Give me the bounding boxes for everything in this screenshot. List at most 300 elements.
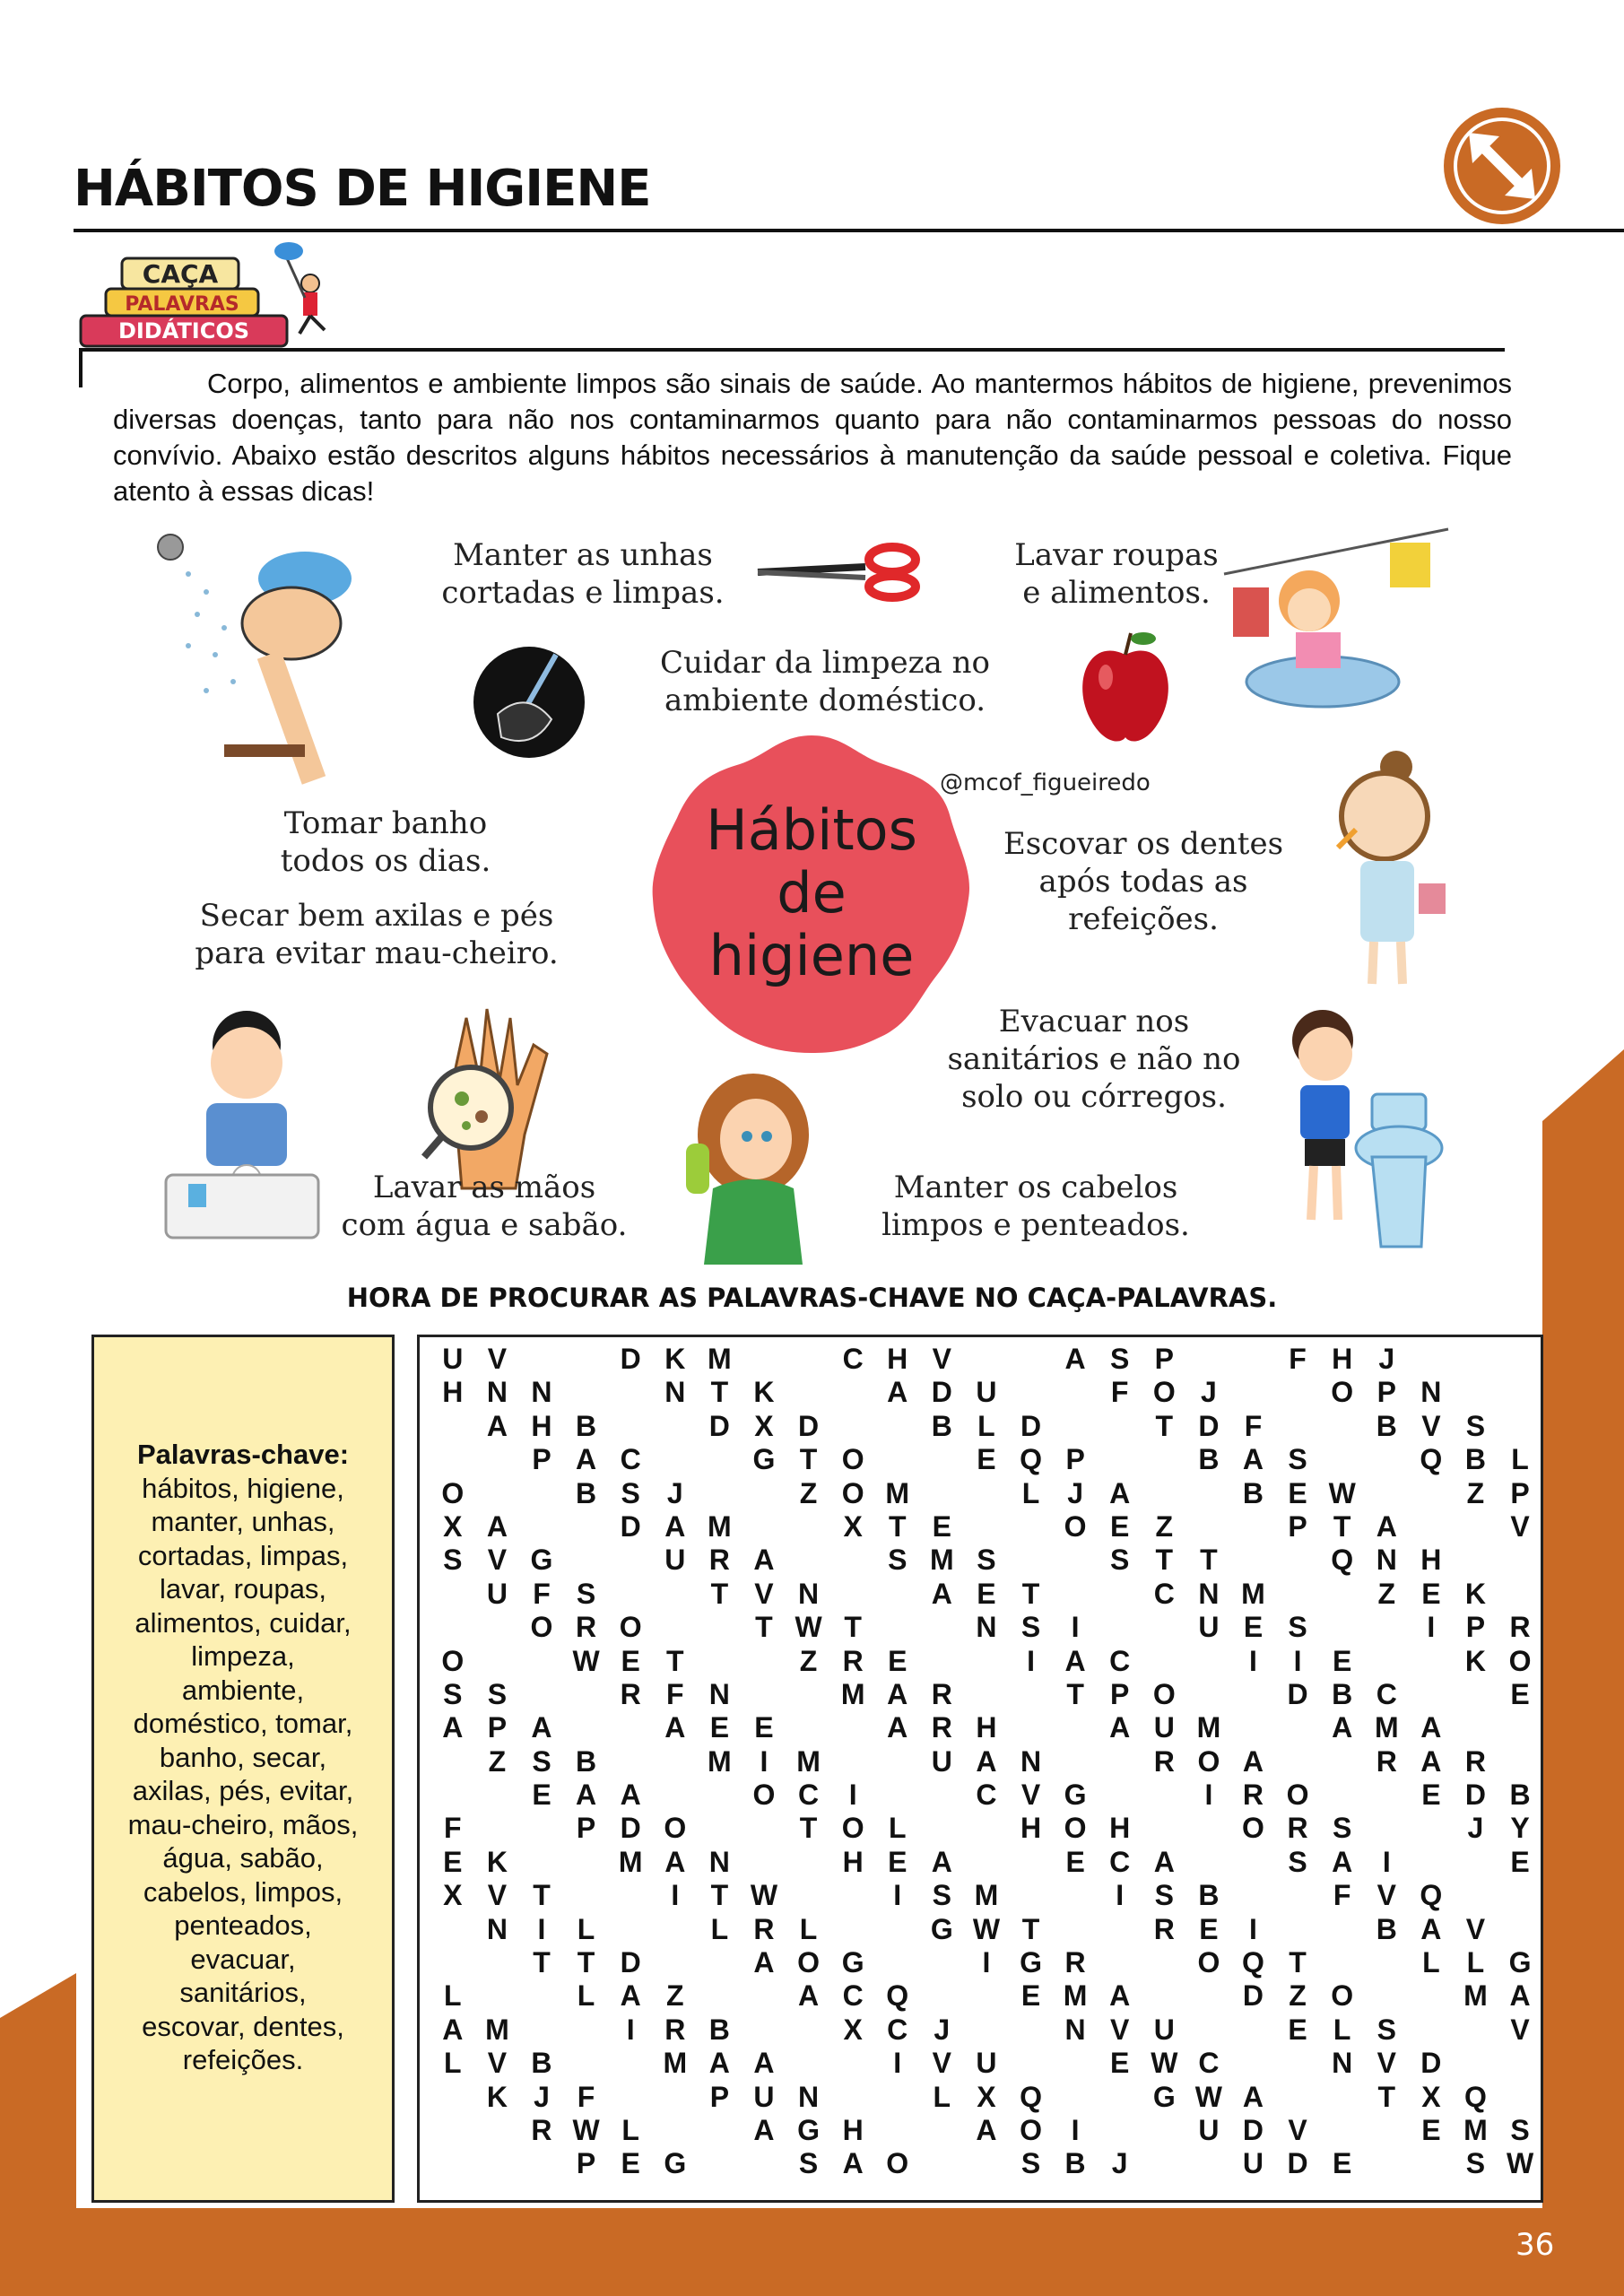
grid-letter[interactable]: T: [1066, 1677, 1084, 1710]
grid-letter[interactable]: R: [620, 1677, 641, 1710]
grid-letter[interactable]: E: [621, 1644, 640, 1677]
grid-letter[interactable]: A: [931, 1845, 952, 1878]
grid-letter[interactable]: X: [977, 2080, 996, 2113]
grid-letter[interactable]: I: [1116, 1879, 1125, 1912]
grid-letter[interactable]: [564, 2047, 609, 2080]
grid-letter[interactable]: [519, 1510, 564, 1544]
grid-letter[interactable]: C: [1198, 2047, 1220, 2080]
grid-letter[interactable]: R: [1153, 1912, 1175, 1945]
grid-letter[interactable]: A: [576, 1779, 597, 1812]
grid-letter[interactable]: S: [443, 1677, 463, 1710]
grid-letter[interactable]: F: [577, 2080, 595, 2113]
grid-letter[interactable]: P: [576, 1812, 596, 1845]
grid-letter[interactable]: [519, 1678, 564, 1711]
grid-letter[interactable]: [830, 1544, 875, 1577]
grid-letter[interactable]: P: [1110, 1677, 1130, 1710]
grid-letter[interactable]: [1454, 1343, 1498, 1376]
grid-letter[interactable]: [653, 1913, 698, 1946]
grid-letter[interactable]: P: [1288, 1509, 1307, 1543]
grid-letter[interactable]: W: [572, 2113, 600, 2146]
grid-letter[interactable]: [830, 1879, 875, 1912]
grid-letter[interactable]: Z: [799, 1644, 818, 1677]
grid-letter[interactable]: A: [842, 2147, 864, 2180]
grid-letter[interactable]: E: [1510, 1677, 1530, 1710]
grid-letter[interactable]: [1231, 1544, 1276, 1577]
grid-letter[interactable]: [475, 2114, 520, 2147]
grid-letter[interactable]: W: [795, 1611, 822, 1644]
grid-letter[interactable]: M: [1241, 1577, 1265, 1610]
grid-letter[interactable]: M: [1196, 1711, 1221, 1744]
grid-letter[interactable]: A: [1332, 1845, 1353, 1878]
grid-letter[interactable]: C: [976, 1779, 997, 1812]
grid-letter[interactable]: Q: [886, 1979, 909, 2013]
grid-letter[interactable]: [564, 1711, 609, 1744]
grid-letter[interactable]: W: [1151, 2047, 1178, 2080]
grid-letter[interactable]: [564, 1879, 609, 1912]
grid-letter[interactable]: L: [1333, 2013, 1351, 2046]
grid-letter[interactable]: F: [533, 1577, 551, 1610]
grid-letter[interactable]: A: [442, 2013, 464, 2046]
grid-letter[interactable]: [519, 1812, 564, 1845]
grid-letter[interactable]: [1498, 1745, 1542, 1779]
grid-letter[interactable]: Z: [488, 1744, 507, 1778]
grid-letter[interactable]: N: [531, 1376, 552, 1409]
grid-letter[interactable]: A: [753, 2047, 775, 2080]
grid-letter[interactable]: M: [708, 1509, 732, 1543]
grid-letter[interactable]: E: [888, 1845, 908, 1878]
grid-letter[interactable]: O: [441, 1644, 465, 1677]
grid-letter[interactable]: T: [1200, 1544, 1218, 1577]
grid-letter[interactable]: V: [1020, 1779, 1041, 1812]
grid-letter[interactable]: [742, 1979, 786, 2013]
grid-letter[interactable]: B: [576, 1409, 597, 1442]
grid-letter[interactable]: [1409, 1678, 1454, 1711]
grid-letter[interactable]: S: [932, 1879, 951, 1912]
grid-letter[interactable]: [1186, 1678, 1231, 1711]
grid-letter[interactable]: T: [799, 1812, 818, 1845]
grid-letter[interactable]: T: [710, 1577, 729, 1610]
grid-letter[interactable]: [1186, 1343, 1231, 1376]
grid-letter[interactable]: [1275, 1745, 1320, 1779]
grid-letter[interactable]: [964, 1678, 1009, 1711]
grid-letter[interactable]: [475, 1812, 520, 1845]
grid-letter[interactable]: [430, 1745, 475, 1779]
grid-letter[interactable]: [1142, 2147, 1187, 2180]
grid-letter[interactable]: L: [1511, 1443, 1529, 1476]
grid-letter[interactable]: K: [1464, 1577, 1486, 1610]
grid-letter[interactable]: [830, 1376, 875, 1409]
grid-letter[interactable]: [1364, 1812, 1409, 1845]
grid-letter[interactable]: [920, 2147, 965, 2180]
grid-letter[interactable]: [1364, 2147, 1409, 2180]
grid-letter[interactable]: A: [486, 1409, 508, 1442]
grid-letter[interactable]: [430, 1611, 475, 1644]
grid-letter[interactable]: V: [754, 1577, 774, 1610]
grid-letter[interactable]: E: [1333, 1644, 1352, 1677]
grid-letter[interactable]: N: [708, 1677, 730, 1710]
grid-letter[interactable]: [1498, 1343, 1542, 1376]
grid-letter[interactable]: E: [977, 1443, 996, 1476]
grid-letter[interactable]: N: [1198, 1577, 1220, 1610]
grid-letter[interactable]: [920, 1979, 965, 2013]
grid-letter[interactable]: [964, 1343, 1009, 1376]
grid-letter[interactable]: [1231, 1510, 1276, 1544]
grid-letter[interactable]: [564, 1544, 609, 1577]
grid-letter[interactable]: N: [664, 1376, 686, 1409]
grid-letter[interactable]: Z: [665, 1979, 684, 2013]
grid-letter[interactable]: [698, 1946, 743, 1979]
grid-letter[interactable]: [786, 1544, 831, 1577]
grid-letter[interactable]: S: [1288, 1845, 1307, 1878]
grid-letter[interactable]: U: [1198, 1611, 1220, 1644]
grid-letter[interactable]: O: [664, 1812, 687, 1845]
grid-letter[interactable]: L: [1422, 1946, 1440, 1979]
grid-letter[interactable]: A: [1376, 1509, 1397, 1543]
grid-letter[interactable]: U: [486, 1577, 508, 1610]
grid-letter[interactable]: M: [1463, 1979, 1488, 2013]
grid-letter[interactable]: [964, 1477, 1009, 1510]
grid-letter[interactable]: [1498, 1376, 1542, 1409]
grid-letter[interactable]: [964, 1510, 1009, 1544]
grid-letter[interactable]: [875, 2114, 920, 2147]
grid-letter[interactable]: V: [932, 1343, 951, 1375]
grid-letter[interactable]: I: [1427, 1611, 1436, 1644]
grid-letter[interactable]: [1498, 1913, 1542, 1946]
grid-letter[interactable]: [786, 2047, 831, 2080]
grid-letter[interactable]: G: [797, 2113, 820, 2146]
grid-letter[interactable]: [653, 1946, 698, 1979]
grid-letter[interactable]: S: [1020, 1611, 1041, 1644]
grid-letter[interactable]: D: [620, 1812, 641, 1845]
grid-letter[interactable]: A: [976, 2113, 997, 2146]
grid-letter[interactable]: [653, 1611, 698, 1644]
grid-letter[interactable]: [964, 1979, 1009, 2013]
grid-letter[interactable]: R: [664, 2013, 686, 2046]
grid-letter[interactable]: [1320, 1611, 1365, 1644]
grid-letter[interactable]: [698, 1443, 743, 1476]
grid-letter[interactable]: O: [1020, 2113, 1042, 2146]
grid-letter[interactable]: [475, 2147, 520, 2180]
grid-letter[interactable]: J: [1067, 1476, 1083, 1509]
grid-letter[interactable]: N: [797, 1577, 820, 1610]
grid-letter[interactable]: [786, 1879, 831, 1912]
grid-letter[interactable]: [564, 1678, 609, 1711]
grid-letter[interactable]: M: [708, 1343, 732, 1375]
grid-letter[interactable]: [1320, 1913, 1365, 1946]
grid-letter[interactable]: P: [576, 2147, 596, 2180]
grid-letter[interactable]: [742, 1678, 786, 1711]
grid-letter[interactable]: J: [1200, 1376, 1217, 1409]
grid-letter[interactable]: B: [1198, 1879, 1220, 1912]
grid-letter[interactable]: G: [930, 1912, 953, 1945]
grid-letter[interactable]: A: [1420, 1744, 1442, 1778]
grid-letter[interactable]: U: [442, 1343, 464, 1375]
grid-letter[interactable]: [1364, 1979, 1409, 2013]
grid-letter[interactable]: P: [1510, 1476, 1530, 1509]
grid-letter[interactable]: [519, 1846, 564, 1879]
grid-letter[interactable]: M: [840, 1677, 865, 1710]
grid-letter[interactable]: [1275, 1711, 1320, 1744]
grid-letter[interactable]: N: [797, 2080, 820, 2113]
grid-letter[interactable]: [1364, 1611, 1409, 1644]
grid-letter[interactable]: W: [750, 1879, 778, 1912]
grid-letter[interactable]: [1142, 1611, 1187, 1644]
grid-letter[interactable]: [786, 1846, 831, 1879]
grid-letter[interactable]: [564, 1846, 609, 1879]
grid-letter[interactable]: B: [931, 1409, 952, 1442]
grid-letter[interactable]: N: [708, 1845, 730, 1878]
grid-letter[interactable]: R: [1287, 1812, 1308, 1845]
grid-letter[interactable]: [786, 1510, 831, 1544]
grid-letter[interactable]: [1186, 2147, 1231, 2180]
grid-letter[interactable]: A: [1420, 1711, 1442, 1744]
grid-letter[interactable]: S: [1020, 2147, 1041, 2180]
grid-letter[interactable]: C: [620, 1443, 641, 1476]
grid-letter[interactable]: [742, 1846, 786, 1879]
grid-letter[interactable]: L: [799, 1912, 818, 1945]
grid-letter[interactable]: [1275, 2081, 1320, 2114]
grid-letter[interactable]: L: [444, 1979, 462, 2013]
grid-letter[interactable]: X: [754, 1409, 774, 1442]
grid-letter[interactable]: [475, 1979, 520, 2013]
grid-letter[interactable]: I: [1249, 1912, 1257, 1945]
grid-letter[interactable]: [1498, 1711, 1542, 1744]
grid-letter[interactable]: [475, 1645, 520, 1678]
grid-letter[interactable]: C: [797, 1779, 820, 1812]
grid-letter[interactable]: [1098, 2114, 1142, 2147]
grid-letter[interactable]: M: [1374, 1711, 1399, 1744]
grid-letter[interactable]: X: [843, 2013, 863, 2046]
grid-letter[interactable]: [698, 1477, 743, 1510]
grid-letter[interactable]: [653, 1779, 698, 1812]
grid-letter[interactable]: [698, 1611, 743, 1644]
grid-letter[interactable]: T: [665, 1644, 684, 1677]
grid-letter[interactable]: [653, 1443, 698, 1476]
grid-letter[interactable]: W: [1506, 2147, 1534, 2180]
grid-letter[interactable]: I: [537, 1912, 546, 1945]
grid-letter[interactable]: R: [1064, 1946, 1086, 1979]
grid-letter[interactable]: B: [576, 1744, 597, 1778]
grid-letter[interactable]: E: [1020, 1979, 1041, 2013]
grid-letter[interactable]: [964, 1645, 1009, 1678]
grid-letter[interactable]: [830, 1745, 875, 1779]
grid-letter[interactable]: [430, 1410, 475, 1443]
grid-letter[interactable]: [920, 1779, 965, 1812]
grid-letter[interactable]: E: [932, 1509, 951, 1543]
grid-letter[interactable]: L: [577, 1979, 595, 2013]
grid-letter[interactable]: [1009, 1879, 1054, 1912]
grid-letter[interactable]: A: [1153, 1845, 1175, 1878]
grid-letter[interactable]: V: [487, 1544, 508, 1577]
grid-letter[interactable]: H: [442, 1376, 464, 1409]
grid-letter[interactable]: U: [1153, 1711, 1175, 1744]
grid-letter[interactable]: X: [1421, 2080, 1441, 2113]
grid-letter[interactable]: [786, 1343, 831, 1376]
grid-letter[interactable]: E: [754, 1711, 774, 1744]
grid-letter[interactable]: E: [621, 2147, 640, 2180]
grid-letter[interactable]: O: [841, 1443, 864, 1476]
grid-letter[interactable]: [1409, 1343, 1454, 1376]
grid-letter[interactable]: [608, 1879, 653, 1912]
grid-letter[interactable]: A: [531, 1711, 552, 1744]
grid-letter[interactable]: [742, 1510, 786, 1544]
grid-letter[interactable]: [1320, 1745, 1365, 1779]
grid-letter[interactable]: [786, 1376, 831, 1409]
grid-letter[interactable]: K: [1464, 1644, 1486, 1677]
grid-letter[interactable]: A: [753, 1946, 775, 1979]
grid-letter[interactable]: S: [1110, 1343, 1130, 1375]
grid-letter[interactable]: [1409, 1477, 1454, 1510]
grid-letter[interactable]: T: [533, 1946, 551, 1979]
grid-letter[interactable]: D: [1242, 2113, 1264, 2146]
grid-letter[interactable]: U: [1242, 2147, 1264, 2180]
grid-letter[interactable]: [653, 1410, 698, 1443]
grid-letter[interactable]: [1409, 2013, 1454, 2047]
grid-letter[interactable]: [1186, 1477, 1231, 1510]
grid-letter[interactable]: [920, 1812, 965, 1845]
grid-letter[interactable]: F: [1244, 1409, 1263, 1442]
grid-letter[interactable]: [1454, 1376, 1498, 1409]
grid-letter[interactable]: [1364, 1779, 1409, 1812]
grid-letter[interactable]: [1053, 2047, 1098, 2080]
grid-letter[interactable]: L: [577, 1912, 595, 1945]
grid-letter[interactable]: B: [1376, 1409, 1397, 1442]
grid-letter[interactable]: [1186, 1979, 1231, 2013]
grid-letter[interactable]: T: [710, 1879, 729, 1912]
grid-letter[interactable]: A: [753, 2113, 775, 2146]
grid-letter[interactable]: G: [1064, 1779, 1087, 1812]
grid-letter[interactable]: Y: [1510, 1812, 1530, 1845]
grid-letter[interactable]: O: [1508, 1644, 1532, 1677]
grid-letter[interactable]: [608, 1578, 653, 1611]
grid-letter[interactable]: U: [1198, 2113, 1220, 2146]
grid-letter[interactable]: T: [710, 1376, 729, 1409]
grid-letter[interactable]: T: [755, 1611, 773, 1644]
grid-letter[interactable]: T: [1377, 2080, 1396, 2113]
grid-letter[interactable]: L: [888, 1812, 907, 1845]
grid-letter[interactable]: S: [977, 1544, 996, 1577]
grid-letter[interactable]: [742, 1477, 786, 1510]
grid-letter[interactable]: [430, 1578, 475, 1611]
grid-letter[interactable]: S: [487, 1677, 508, 1710]
grid-letter[interactable]: X: [443, 1879, 463, 1912]
grid-letter[interactable]: [1053, 1913, 1098, 1946]
grid-letter[interactable]: [519, 1645, 564, 1678]
grid-letter[interactable]: [1275, 1578, 1320, 1611]
grid-letter[interactable]: [1142, 1443, 1187, 1476]
grid-letter[interactable]: A: [708, 2047, 730, 2080]
grid-letter[interactable]: R: [531, 2113, 552, 2146]
grid-letter[interactable]: [830, 1578, 875, 1611]
grid-letter[interactable]: H: [887, 1343, 908, 1375]
grid-letter[interactable]: A: [664, 1711, 686, 1744]
grid-letter[interactable]: T: [1333, 1509, 1351, 1543]
grid-letter[interactable]: A: [1509, 1979, 1531, 2013]
grid-letter[interactable]: [1053, 1578, 1098, 1611]
grid-letter[interactable]: R: [931, 1711, 952, 1744]
grid-letter[interactable]: D: [931, 1376, 952, 1409]
grid-letter[interactable]: D: [620, 1509, 641, 1543]
grid-letter[interactable]: V: [1376, 1879, 1396, 1912]
grid-letter[interactable]: Z: [799, 1476, 818, 1509]
grid-letter[interactable]: R: [1464, 1744, 1486, 1778]
grid-letter[interactable]: T: [1155, 1544, 1174, 1577]
grid-letter[interactable]: [1053, 2081, 1098, 2114]
grid-letter[interactable]: G: [841, 1946, 864, 1979]
grid-letter[interactable]: T: [844, 1611, 862, 1644]
grid-letter[interactable]: [698, 1645, 743, 1678]
grid-letter[interactable]: A: [664, 1509, 686, 1543]
grid-letter[interactable]: D: [1420, 2047, 1442, 2080]
grid-letter[interactable]: L: [977, 1409, 995, 1442]
grid-letter[interactable]: [1409, 2147, 1454, 2180]
grid-letter[interactable]: [1275, 1913, 1320, 1946]
grid-letter[interactable]: B: [1332, 1677, 1353, 1710]
grid-letter[interactable]: [1098, 1611, 1142, 1644]
grid-letter[interactable]: S: [1465, 1409, 1486, 1442]
grid-letter[interactable]: A: [620, 1979, 641, 2013]
grid-letter[interactable]: [1231, 1846, 1276, 1879]
grid-letter[interactable]: [1275, 1410, 1320, 1443]
grid-letter[interactable]: [1142, 1979, 1187, 2013]
grid-letter[interactable]: [1409, 1979, 1454, 2013]
grid-letter[interactable]: [564, 2013, 609, 2047]
grid-letter[interactable]: P: [1465, 1611, 1486, 1644]
grid-letter[interactable]: U: [931, 1744, 952, 1778]
grid-letter[interactable]: B: [1242, 1476, 1264, 1509]
grid-letter[interactable]: [1320, 1410, 1365, 1443]
grid-letter[interactable]: [1320, 2114, 1365, 2147]
grid-letter[interactable]: S: [1110, 1544, 1130, 1577]
grid-letter[interactable]: A: [1109, 1711, 1131, 1744]
grid-letter[interactable]: I: [1249, 1644, 1257, 1677]
grid-letter[interactable]: I: [1071, 2113, 1080, 2146]
grid-letter[interactable]: [1409, 1510, 1454, 1544]
grid-letter[interactable]: A: [887, 1711, 908, 1744]
grid-letter[interactable]: [1142, 1946, 1187, 1979]
grid-letter[interactable]: O: [1286, 1779, 1309, 1812]
grid-letter[interactable]: [1053, 1879, 1098, 1912]
grid-letter[interactable]: [1009, 1711, 1054, 1744]
grid-letter[interactable]: [608, 1913, 653, 1946]
grid-letter[interactable]: E: [1199, 1912, 1219, 1945]
grid-letter[interactable]: [1364, 1946, 1409, 1979]
grid-letter[interactable]: [1275, 1879, 1320, 1912]
grid-letter[interactable]: S: [888, 1544, 908, 1577]
grid-letter[interactable]: [1186, 1812, 1231, 1845]
grid-letter[interactable]: [608, 1745, 653, 1779]
grid-letter[interactable]: B: [1509, 1779, 1531, 1812]
grid-letter[interactable]: O: [752, 1779, 776, 1812]
grid-letter[interactable]: I: [626, 2013, 635, 2046]
grid-letter[interactable]: T: [888, 1509, 907, 1543]
grid-letter[interactable]: J: [1378, 1343, 1395, 1375]
grid-letter[interactable]: [830, 2081, 875, 2114]
grid-letter[interactable]: A: [1064, 1343, 1086, 1375]
grid-letter[interactable]: P: [532, 1443, 551, 1476]
grid-letter[interactable]: [430, 1946, 475, 1979]
grid-letter[interactable]: V: [1288, 2113, 1307, 2146]
grid-letter[interactable]: T: [577, 1946, 595, 1979]
grid-letter[interactable]: [1231, 2047, 1276, 2080]
grid-letter[interactable]: [1053, 1745, 1098, 1779]
grid-letter[interactable]: V: [1376, 2047, 1396, 2080]
grid-letter[interactable]: D: [1020, 1409, 1042, 1442]
grid-letter[interactable]: E: [1510, 1845, 1530, 1878]
grid-letter[interactable]: [875, 1946, 920, 1979]
grid-letter[interactable]: Q: [1420, 1443, 1443, 1476]
grid-letter[interactable]: [875, 1745, 920, 1779]
